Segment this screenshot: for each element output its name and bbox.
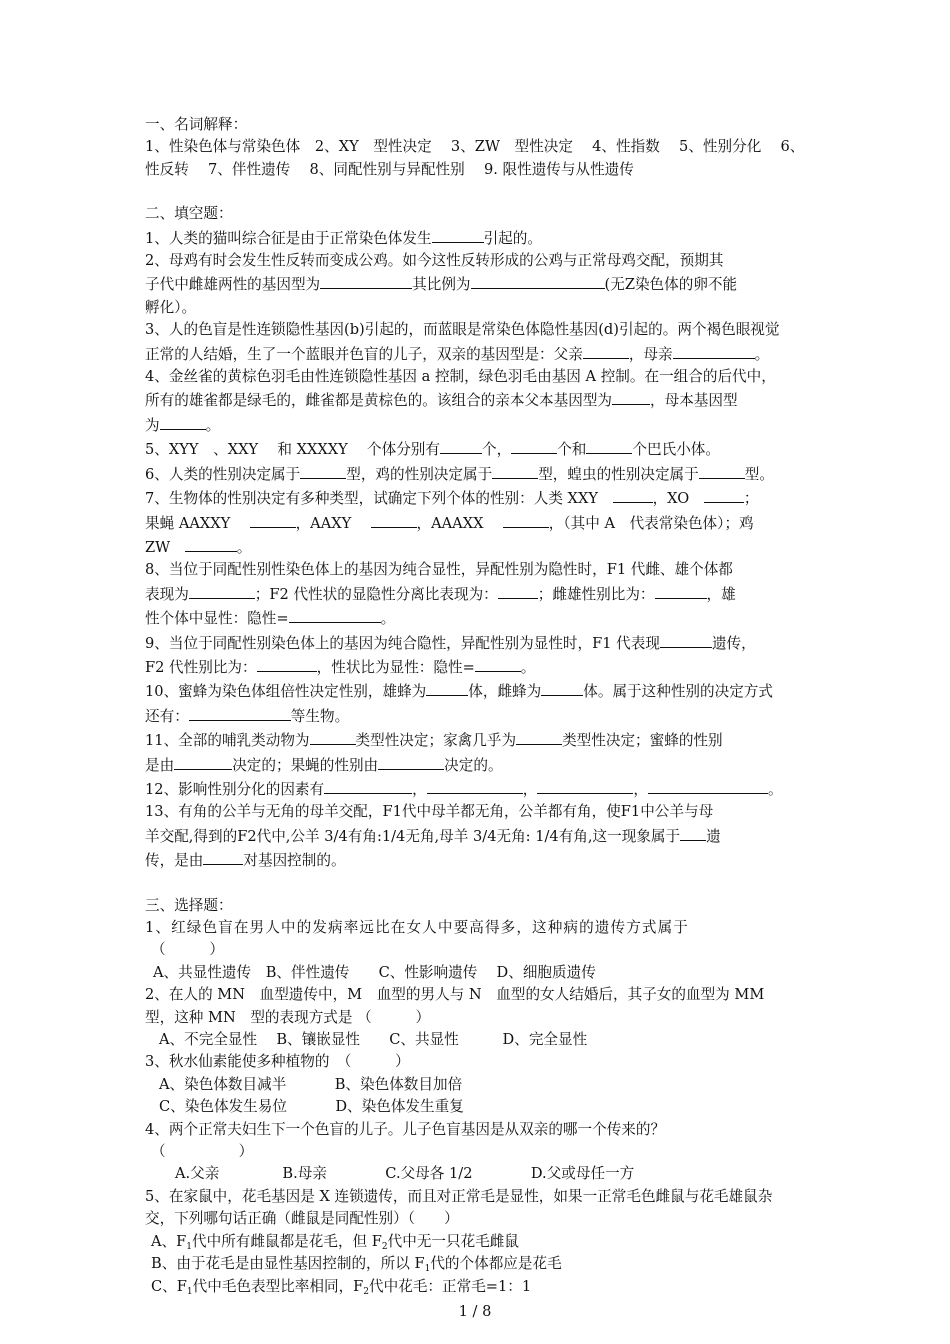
answer-blank[interactable]	[371, 511, 417, 528]
choice-question-2: 2、在人的 MN 血型遗传中，M 血型的男人与 N 血型的女人结婚后，其子女的血型为 MM	[145, 986, 765, 1004]
answer-blank[interactable]	[613, 486, 653, 503]
section-title-definitions: 一、名词解释：	[145, 116, 248, 133]
answer-blank[interactable]	[660, 631, 712, 648]
question-13-cont: 传，是由 对基因控制的。	[145, 848, 865, 872]
choice-question-4: 4、两个正常夫妇生下一个色盲的儿子。儿子色盲基因是从双亲的哪一个传来的？	[145, 1120, 666, 1138]
answer-blank[interactable]	[310, 728, 356, 745]
answer-blank[interactable]	[203, 848, 243, 865]
question-1: 1、人类的猫叫综合征是由于正常染色体发生 引起的。	[145, 226, 865, 250]
choice-options: C、染色体发生易位 D、染色体发生重复	[159, 1098, 464, 1116]
answer-blank[interactable]	[174, 753, 232, 770]
question-4-cont: 为 。	[145, 413, 865, 437]
answer-blank[interactable]	[492, 462, 538, 479]
answer-blank[interactable]	[516, 728, 562, 745]
definition-line: 性反转 7、伴性遗传 8、同配性别与异配性别 9. 限性遗传与从性遗传	[145, 160, 634, 178]
definition-line: 1、性染色体与常染色体 2、XY 型性决定 3、ZW 型性决定 4、性指数 5、性别分化 6、	[145, 138, 805, 156]
answer-blank[interactable]	[426, 679, 468, 696]
answer-blank[interactable]	[440, 437, 482, 454]
question-11: 11、全部的哺乳类动物为 类型性决定；家禽几乎为 类型性决定；蜜蜂的性别	[145, 728, 865, 752]
question-2-cont: 子代中雌雄两性的基因型为 其比例为 (无Z染色体的卵不能	[145, 272, 865, 296]
choice-options: A、共显性遗传 B、伴性遗传 C、性影响遗传 D、细胞质遗传	[153, 963, 596, 981]
question-2-cont: 孵化）。	[145, 298, 197, 316]
choice-option-b: B、由于花毛是由显性基因控制的，所以 $F_1$代的个体都应是花毛	[151, 1255, 562, 1275]
question-10: 10、蜜蜂为染色体组倍性决定性别，雄蜂为 体，雌蜂为 体。属于这种性别的决定方式	[145, 679, 865, 703]
question-8: 8、当位于同配性别性染色体上的基因为纯合显性，异配性别为隐性时，F1 代雌、雄个体都	[145, 561, 733, 579]
answer-blank[interactable]	[498, 582, 538, 599]
question-11-cont: 是由 决定的；果蝇的性别由 决定的。	[145, 753, 865, 777]
question-6: 6、人类的性别决定属于 型，鸡的性别决定属于 型，蝗虫的性别决定属于 型。	[145, 462, 865, 486]
question-4: 4、金丝雀的黄棕色羽毛由性连锁隐性基因 a 控制，绿色羽毛由基因 A 控制。在一组合的后代中，	[145, 368, 776, 386]
answer-blank[interactable]	[537, 777, 633, 794]
answer-blank[interactable]	[320, 272, 412, 289]
answer-blank[interactable]	[257, 655, 317, 672]
answer-blank[interactable]	[427, 777, 523, 794]
answer-blank[interactable]	[680, 824, 706, 841]
answer-blank[interactable]	[503, 511, 549, 528]
answer-blank[interactable]	[189, 582, 255, 599]
question-3-cont: 正常的人结婚，生了一个蓝眼并色盲的儿子，双亲的基因型是：父亲 ，母亲 。	[145, 342, 865, 366]
answer-blank[interactable]	[432, 226, 484, 243]
question-7-cont: 果蝇 AAXXY ，AAXY ，AAAXX ，（其中 A 代表常染色体）；鸡	[145, 511, 865, 535]
question-9-cont: F2 代性别比为： ，性状比为显性：隐性= 。	[145, 655, 865, 679]
answer-blank[interactable]	[648, 777, 768, 794]
question-8-cont: 表现为 ；F2 代性状的显隐性分离比表现为： ；雌雄性别比为： ，雄	[145, 582, 865, 606]
question-3: 3、人的色盲是性连锁隐性基因(b)引起的，而蓝眼是常染色体隐性基因(d)引起的。两个褐色眼视觉	[145, 321, 780, 339]
question-9: 9、当位于同配性别染色体上的基因为纯合隐性，异配性别为显性时，F1 代表现 遗传，	[145, 631, 865, 655]
answer-blank[interactable]	[612, 388, 650, 405]
answer-blank[interactable]	[471, 272, 605, 289]
answer-blank[interactable]	[586, 437, 632, 454]
answer-blank[interactable]	[289, 606, 381, 623]
answer-blank[interactable]	[160, 413, 206, 430]
question-7-cont: ZW 。	[145, 535, 865, 559]
choice-question-5: 5、在家鼠中，花毛基因是 X 连锁遗传，而且对正常毛是显性，如果一正常毛色雌鼠与花毛雄鼠杂	[145, 1187, 773, 1205]
answer-blank[interactable]	[185, 535, 237, 552]
question-8-cont: 性个体中显性：隐性= 。	[145, 606, 865, 630]
answer-parentheses[interactable]: （ ）	[151, 1143, 254, 1161]
choice-option-a: A、$F_1$代中所有雌鼠都是花毛，但 $F_2$代中无一只花毛雌鼠	[151, 1232, 519, 1252]
answer-blank[interactable]	[541, 679, 583, 696]
choice-options: A、染色体数目减半 B、染色体数目加倍	[159, 1075, 463, 1093]
answer-blank[interactable]	[300, 462, 346, 479]
section-title-fill-in: 二、填空题：	[145, 205, 233, 223]
choice-options: A.父亲 B.母亲 C.父母各 1/2 D.父或母任一方	[175, 1165, 635, 1183]
answer-blank[interactable]	[378, 753, 444, 770]
document-content	[145, 114, 865, 1298]
answer-blank[interactable]	[250, 511, 296, 528]
choice-question-5-cont: 交，下列哪句话正确（雌鼠是同配性别）（ ）	[145, 1210, 459, 1228]
choice-question-1: 1、红绿色盲在男人中的发病率远比在女人中要高得多，这种病的遗传方式属于	[145, 919, 689, 936]
question-12: 12、影响性别分化的因素有 ， ， ， 。	[145, 777, 865, 801]
choice-option-c: C、$F_1$代中毛色表型比率相同，$F_2$代中花毛：正常毛=1：1	[151, 1277, 532, 1297]
question-13-cont: 羊交配,得到的F2代中,公羊 3/4有角:1/4无角,母羊 3/4无角: 1/4有角,这一现象属于 遗	[145, 824, 865, 848]
answer-blank[interactable]	[655, 582, 707, 599]
choice-options: A、不完全显性 B、镶嵌显性 C、共显性 D、完全显性	[159, 1031, 588, 1049]
question-10-cont: 还有： 等生物。	[145, 704, 865, 728]
choice-question-2-cont: 型，这种 MN 型的表现方式是 （ ）	[145, 1008, 431, 1026]
answer-blank[interactable]	[673, 342, 755, 359]
section-title-choice: 三、选择题：	[145, 896, 233, 914]
page-number: 1 / 8	[458, 1303, 492, 1320]
question-7: 7、生物体的性别决定有多种类型，试确定下列个体的性别：人类 XXY ，XO ；	[145, 486, 865, 510]
answer-blank[interactable]	[704, 486, 744, 503]
question-5: 5、XYY 、XXY 和 XXXXY 个体分别有 个， 个和 个巴氏小体。	[145, 437, 865, 461]
answer-blank[interactable]	[475, 655, 521, 672]
question-13: 13、有角的公羊与无角的母羊交配，F1代中母羊都无角，公羊都有角，使F1中公羊与母	[145, 803, 714, 821]
answer-blank[interactable]	[699, 462, 745, 479]
answer-blank[interactable]	[511, 437, 557, 454]
answer-blank[interactable]	[324, 777, 412, 794]
question-4-cont: 所有的雄雀都是绿毛的，雌雀都是黄棕色的。该组合的亲本父本基因型为 ，母本基因型	[145, 388, 865, 412]
question-2: 2、母鸡有时会发生性反转而变成公鸡。如今这性反转形成的公鸡与正常母鸡交配，预期其	[145, 252, 724, 270]
answer-blank[interactable]	[583, 342, 629, 359]
answer-blank[interactable]	[189, 704, 291, 721]
choice-question-3: 3、秋水仙素能使多种植物的 （ ）	[145, 1053, 410, 1071]
answer-parentheses[interactable]: （ ）	[151, 941, 224, 959]
